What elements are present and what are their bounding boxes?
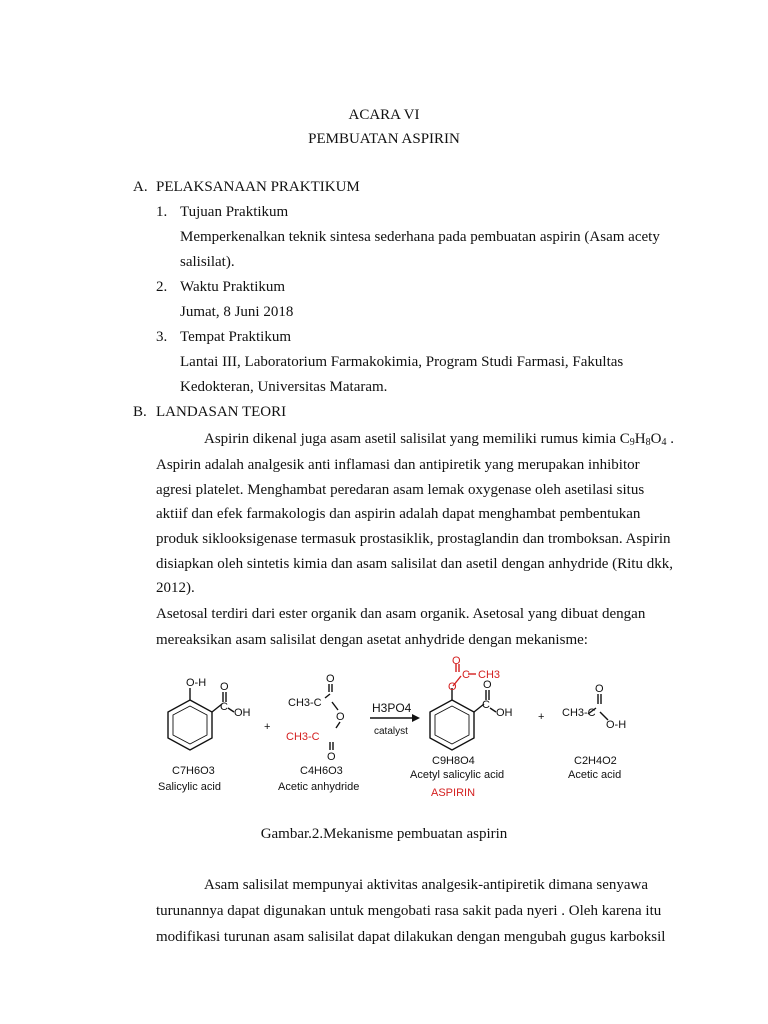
aspirin-name: Acetyl salicylic acid — [410, 769, 505, 781]
item-3-title: Tempat Praktikum — [180, 329, 292, 345]
acetic-name: Acetic acid — [568, 769, 622, 781]
aspirin-o-top: O — [452, 655, 461, 667]
anhydride-ch3-top: CH3-C — [288, 697, 322, 709]
salicylic-formula: C7H6O3 — [172, 765, 215, 777]
paragraph-2-line-2: mereaksikan asam salisilat dengan asetat anhydride dengan mekanisme: — [156, 632, 588, 648]
salicylic-oh: OH — [234, 707, 251, 719]
aspirin-formula: C9H8O4 — [432, 755, 475, 767]
acetic-oh: O-H — [606, 719, 627, 731]
acetic-formula: C2H4O2 — [574, 755, 617, 767]
item-1-title: Tujuan Praktikum — [180, 204, 289, 220]
aspirin-oh: OH — [496, 707, 513, 719]
paragraph-3-line-2: turunannya dapat digunakan untuk mengobati rasa sakit pada nyeri . Oleh karena itu — [156, 903, 662, 919]
salicylic-o-h: O-H — [186, 677, 207, 689]
aspirin-o-ester: O — [448, 681, 457, 693]
anhydride-formula: C4H6O3 — [300, 765, 343, 777]
figure-caption: Gambar.2.Mekanisme pembuatan aspirin — [260, 826, 508, 842]
acetic-o: O — [595, 683, 604, 695]
salicylic-c: C — [220, 701, 228, 713]
item-2-line-1: Jumat, 8 Juni 2018 — [180, 304, 294, 320]
acetic-ch3-c: CH3-C — [562, 707, 596, 719]
aspirin-ch3: CH3 — [478, 669, 501, 681]
salicylic-ring — [168, 700, 212, 750]
item-3-line-1: Lantai III, Laboratorium Farmakokimia, Program Studi Farmasi, Fakultas — [180, 354, 624, 370]
section-a-marker: A. — [133, 179, 148, 195]
item-3-line-2: Kedokteran, Universitas Mataram. — [180, 379, 388, 395]
aspirin-o-acid: O — [483, 679, 492, 691]
paragraph-1-line-6: disiapkan oleh sintetis kimia dan asam salisilat dan asetil dengan anhydride (Ritu dkk, — [156, 556, 673, 572]
paragraph-3-line-1: Asam salisilat mempunyai aktivitas analgesik-antipiretik dimana senyawa — [204, 877, 649, 893]
paragraph-1-line-3: agresi platelet. Menghambat peredaran asam lemak oxygenase oleh asetilasi situs — [156, 482, 645, 498]
section-b-heading: LANDASAN TEORI — [156, 404, 287, 420]
catalyst-label: catalyst — [374, 726, 408, 737]
item-1-line-2: salisilat). — [180, 254, 235, 270]
aspirin-c-acid: C — [482, 699, 490, 711]
page-title: PEMBUATAN ASPIRIN — [308, 131, 460, 147]
paragraph-1-line-5: produk siklooksigenase termasuk prostasiklik, prostaglandin dan tromboksan. Aspirin — [156, 531, 671, 547]
catalyst-formula: H3PO4 — [372, 701, 412, 715]
plus-sign-2: + — [538, 711, 545, 723]
paragraph-1-line-2: Aspirin adalah analgesik anti inflamasi dan antipiretik yang merupakan inhibitor — [156, 457, 640, 473]
paragraph-1-line-7: 2012). — [156, 580, 195, 596]
item-3-number: 3. — [156, 329, 168, 345]
item-2-number: 2. — [156, 279, 168, 295]
section-a-heading: PELAKSANAAN PRAKTIKUM — [156, 179, 360, 195]
aspirin-ring — [430, 700, 474, 750]
item-2-title: Waktu Praktikum — [180, 279, 286, 295]
reaction-scheme — [150, 650, 650, 800]
paragraph-3-line-3: modifikasi turunan asam salisilat dapat dilakukan dengan mengubah gugus karboksil — [156, 929, 666, 945]
anhydride-o-bridge: O — [336, 711, 345, 723]
aspirin-c: C — [462, 669, 470, 681]
item-1-number: 1. — [156, 204, 168, 220]
anhydride-ch3-bottom: CH3-C — [286, 731, 320, 743]
item-1-line-1: Memperkenalkan teknik sintesa sederhana pada pembuatan aspirin (Asam acety — [180, 229, 660, 245]
plus-sign-1: + — [264, 721, 271, 733]
section-b-marker: B. — [133, 404, 147, 420]
anhydride-o-bottom: O — [327, 751, 336, 763]
anhydride-o-top: O — [326, 673, 335, 685]
salicylic-o: O — [220, 681, 229, 693]
aspirin-label: ASPIRIN — [431, 787, 476, 799]
anhydride-name: Acetic anhydride — [278, 781, 360, 793]
paragraph-2-line-1: Asetosal terdiri dari ester organik dan asam organik. Asetosal yang dibuat dengan — [156, 606, 646, 622]
paragraph-1-line-1: Aspirin dikenal juga asam asetil salisilat yang memiliki rumus kimia $C_9H_8O_4$ . — [204, 431, 674, 448]
chapter-label: ACARA VI — [348, 107, 420, 123]
paragraph-1-line-4: aktiif dan efek farmakologis dan aspirin adalah dapat menghambat pembentukan — [156, 506, 641, 522]
salicylic-name: Salicylic acid — [158, 781, 221, 793]
